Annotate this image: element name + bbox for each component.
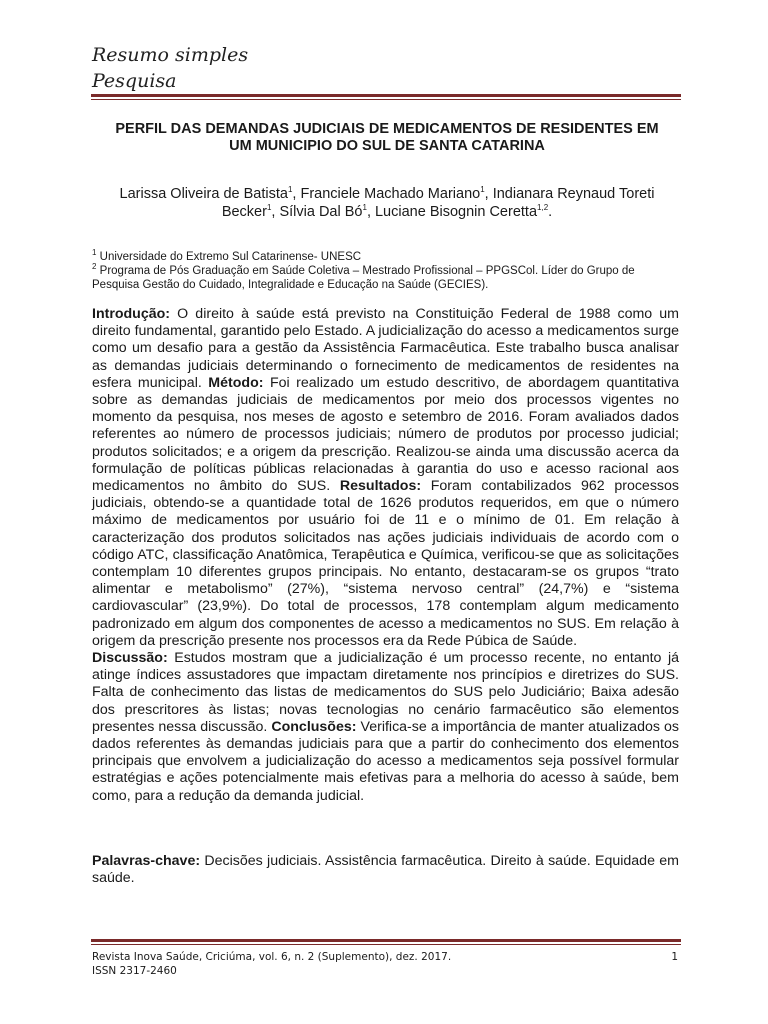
author-name: , Sílvia Dal Bó [271, 204, 363, 220]
author-affil-sup: 1 [266, 203, 272, 213]
conclusions-text: Verifica-se a importância de manter atualizados os dados referentes às demandas judiciais para que a partir do conhecimento dos elementos principais que envolvem a judicialização do acesso a medicamentos seja possível formular estratégias e ações potencialmente mais efetivas para a melhoria do acesso à saúde, bem como, para a redução da demanda judicial. [92, 718, 679, 804]
abstract-body [92, 306, 679, 805]
keywords-label: Palavras-chave: [92, 853, 201, 869]
page-footer [92, 950, 678, 978]
affiliation-2 [92, 264, 682, 292]
author-list-end: . [548, 204, 553, 220]
author-affil-sup: 1,2 [537, 203, 549, 213]
affiliation-text: Programa de Pós Graduação em Saúde Coletiva – Mestrado Profissional – PPGSCol. Líder do Grupo de Pesquisa Gestão do Cuidado, Integralidade e Educação na Saúde (GECIES). [92, 265, 635, 291]
method-text: Foi realizado um estudo descritivo, de abordagem quantitativa sobre as demandas judiciais de medicamentos por meio dos processos vigentes no momento da pesquisa, nos meses de agosto e setembro de 2016. Foram avaliados dados referentes ao número de processos judiciais; número de produtos por processo judicial; produtos solicitados; e a origem da prescrição. Realizou-se ainda uma discussão acerca da formulação de políticas públicas relacionadas à garantia do uso e acesso racional aos medicamentos no âmbito do SUS. [92, 374, 679, 495]
discussion-text: Estudos mostram que a judicialização é um processo recente, no entanto já atinge índices assustadores que impactam diretamente nos princípios e diretrizes do SUS. Falta de conhecimento das listas de medicamentos do SUS pelo Judiciário; Baixa adesão dos prescritores às listas; novas tecnologias no cenário farmacêutico são elementos presentes nessa discussão. [92, 650, 679, 735]
author-name: Larissa Oliveira de Batista [119, 186, 288, 202]
conclusions-label: Conclusões: [271, 718, 357, 735]
discussion-label: Discussão: [92, 650, 168, 667]
affiliations [92, 250, 682, 292]
header-section-category: Pesquisa [92, 70, 177, 92]
results-label: Resultados: [339, 478, 422, 495]
author-affil-sup: 1 [362, 203, 367, 213]
title-line-1: PERFIL DAS DEMANDAS JUDICIAIS DE MEDICAMENTOS DE RESIDENTES EM [115, 121, 659, 137]
header-rule-thin [91, 99, 681, 100]
footer-rule-thick [91, 939, 681, 942]
author-name: , Indianara Reynaud Toreti Becker [221, 186, 655, 220]
affiliation-sup: 2 [92, 262, 97, 272]
author-name: , Franciele Machado Mariano [292, 186, 481, 202]
header-rule-thick [91, 94, 681, 97]
footer-rule-thin [91, 944, 681, 945]
running-header [92, 42, 248, 94]
page-number: 1 [671, 951, 678, 963]
author-name: , Luciane Bisognin Ceretta [366, 204, 538, 220]
paper-title [92, 121, 682, 155]
footer-issn: ISSN 2317-2460 [92, 965, 177, 977]
keywords [92, 853, 679, 887]
results-text: Foram contabilizados 962 processos judiciais, obtendo-se a quantidade total de 1626 produtos requeridos, em que o número máximo de medicamentos por usuário foi de 11 e o mínimo de 01. Em relação à caracterização dos produtos solicitados nas ações judiciais individuais de acordo com o código ATC, classificação Anatômica, Terapêutica e Química, verificou-se que as solicitações contemplam 10 diferentes grupos principais. No entanto, destacaram-se os grupos “trato alimentar e metabolismo” (27%), “sistema nervoso central” (24,7%) e “sistema cardiovascular” (23,9%). Do total de processos, 178 contemplam algum medicamento padronizado em algum dos componentes de acesso a medicamentos no SUS. Em relação à origem da prescrição presente nos processos era da Rede Púbica de Saúde. [92, 478, 679, 649]
intro-text: O direito à saúde está previsto na Constituição Federal de 1988 como um direito fundamental, garantido pelo Estado. A judicialização do acesso a medicamentos surge como um desafio para a gestão da Assistência Farmacêutica. Este trabalho busca analisar as demandas judiciais determinando o fornecimento de medicamentos de residentes na esfera municipal. [92, 306, 679, 391]
footer-journal: Revista Inova Saúde, Criciúma, vol. 6, n. 2 (Suplemento), dez. 2017. [92, 951, 452, 963]
method-label: Método: [208, 374, 264, 391]
header-section-type: Resumo simples [92, 44, 249, 66]
author-affil-sup: 1 [480, 185, 485, 195]
author-affil-sup: 1 [287, 185, 293, 195]
intro-label: Introdução: [92, 306, 171, 322]
author-list [92, 185, 682, 221]
affiliation-1 [92, 250, 682, 264]
keywords-text: Decisões judiciais. Assistência farmacêutica. Direito à saúde. Equidade em saúde. [92, 853, 679, 887]
title-line-2: UM MUNICIPIO DO SUL DE SANTA CATARINA [229, 138, 545, 154]
affiliation-text: Universidade do Extremo Sul Catarinense- UNESC [96, 251, 362, 263]
affiliation-sup: 1 [92, 248, 97, 258]
